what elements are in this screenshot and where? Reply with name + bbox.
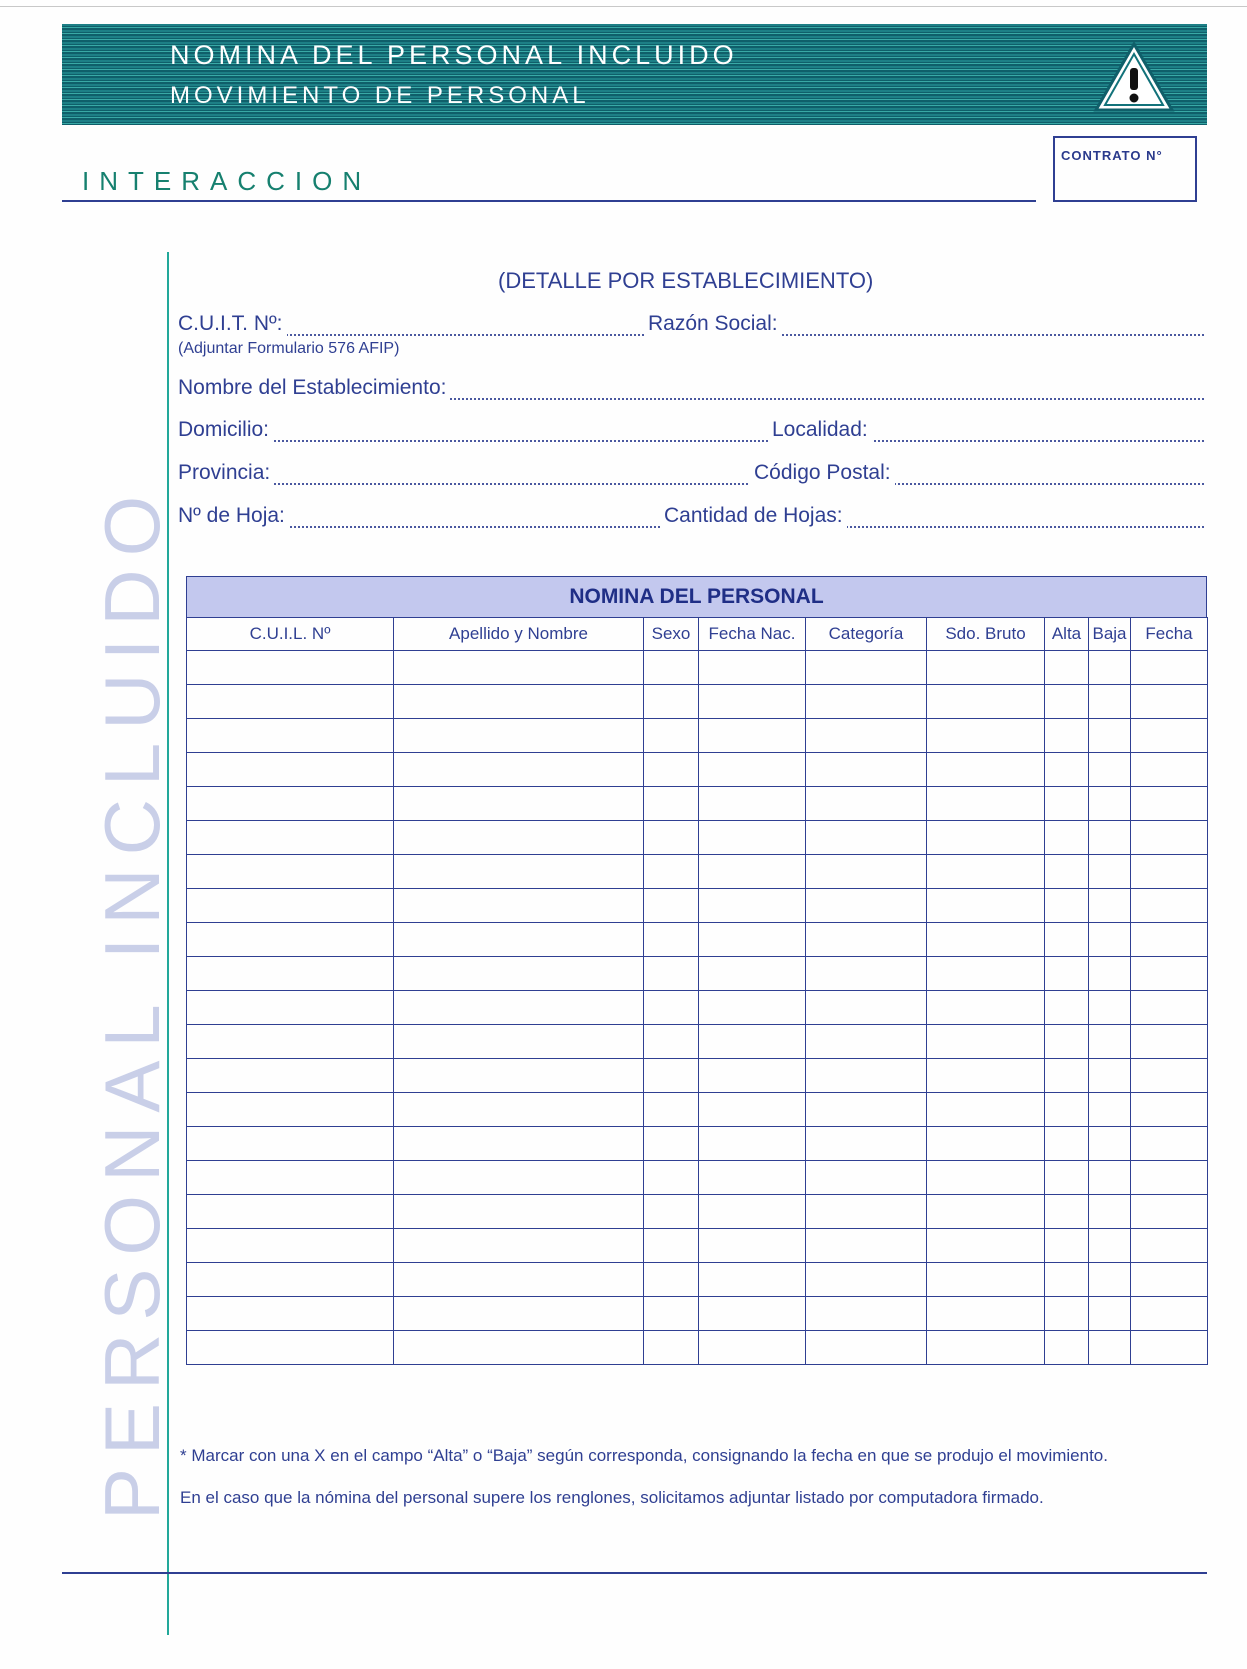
table-cell[interactable] <box>1045 1263 1089 1297</box>
table-cell[interactable] <box>1131 685 1208 719</box>
table-row <box>187 1229 1208 1263</box>
form-title: NOMINA DEL PERSONAL INCLUIDO <box>170 40 738 70</box>
table-cell[interactable] <box>644 1127 699 1161</box>
section-divider <box>62 200 1036 202</box>
table-cell[interactable] <box>806 1263 927 1297</box>
table-cell[interactable] <box>927 1127 1045 1161</box>
table-cell[interactable] <box>1045 889 1089 923</box>
table-cell[interactable] <box>927 1059 1045 1093</box>
table-cell[interactable] <box>1045 1161 1089 1195</box>
table-cell[interactable] <box>1045 651 1089 685</box>
form-subtitle: MOVIMIENTO DE PERSONAL <box>170 82 590 109</box>
table-cell[interactable] <box>187 855 394 889</box>
table-cell[interactable] <box>927 821 1045 855</box>
table-cell[interactable] <box>1089 1059 1131 1093</box>
table-cell[interactable] <box>394 651 644 685</box>
table-cell[interactable] <box>394 821 644 855</box>
table-row <box>187 1161 1208 1195</box>
page-edge <box>0 6 1247 7</box>
table-cell[interactable] <box>1131 889 1208 923</box>
table-cell[interactable] <box>1089 685 1131 719</box>
table-cell[interactable] <box>699 685 806 719</box>
table-cell[interactable] <box>927 685 1045 719</box>
table-cell[interactable] <box>187 719 394 753</box>
table-cell[interactable] <box>644 1059 699 1093</box>
table-cell[interactable] <box>927 1025 1045 1059</box>
table-cell[interactable] <box>806 957 927 991</box>
table-cell[interactable] <box>699 753 806 787</box>
table-row <box>187 957 1208 991</box>
table-cell[interactable] <box>1089 1331 1131 1365</box>
table-cell[interactable] <box>806 889 927 923</box>
table-cell[interactable] <box>187 787 394 821</box>
table-cell[interactable] <box>1089 991 1131 1025</box>
table-cell[interactable] <box>187 957 394 991</box>
table-row <box>187 685 1208 719</box>
table-row <box>187 651 1208 685</box>
warning-icon <box>1092 40 1176 114</box>
table-cell[interactable] <box>1045 753 1089 787</box>
table-cell[interactable] <box>699 855 806 889</box>
table-cell[interactable] <box>394 1025 644 1059</box>
overflow-note: En el caso que la nómina del personal supere los renglones, solicitamos adjuntar listado por computadora firmado. <box>180 1488 1044 1507</box>
table-cell[interactable] <box>927 719 1045 753</box>
table-cell[interactable] <box>1045 685 1089 719</box>
domicilio-label: Domicilio: <box>178 418 273 442</box>
provincia-label: Provincia: <box>178 461 274 485</box>
table-cell[interactable] <box>644 651 699 685</box>
table-cell[interactable] <box>644 991 699 1025</box>
table-cell[interactable] <box>806 1059 927 1093</box>
table-cell[interactable] <box>187 1263 394 1297</box>
table-row <box>187 923 1208 957</box>
table-row <box>187 821 1208 855</box>
table-cell[interactable] <box>1131 1297 1208 1331</box>
table-cell[interactable] <box>644 1229 699 1263</box>
table-cell[interactable] <box>1045 1127 1089 1161</box>
table-cell[interactable] <box>1045 821 1089 855</box>
table-row <box>187 1059 1208 1093</box>
table-cell[interactable] <box>1131 923 1208 957</box>
field-row-cuit <box>178 312 1204 342</box>
section-title: INTERACCION <box>82 166 372 196</box>
table-cell[interactable] <box>927 923 1045 957</box>
localidad-label: Localidad: <box>768 418 872 442</box>
table-cell[interactable] <box>394 685 644 719</box>
col-categoria: Categoría <box>806 618 927 651</box>
table-cell[interactable] <box>806 1025 927 1059</box>
table-cell[interactable] <box>394 923 644 957</box>
table-cell[interactable] <box>394 957 644 991</box>
contract-number-box[interactable] <box>1053 136 1197 202</box>
table-cell[interactable] <box>1131 719 1208 753</box>
table-cell[interactable] <box>187 685 394 719</box>
col-cuil: C.U.I.L. Nº <box>187 618 394 651</box>
table-cell[interactable] <box>1045 1059 1089 1093</box>
codigo-postal-label: Código Postal: <box>750 461 895 485</box>
table-cell[interactable] <box>806 1195 927 1229</box>
table-cell[interactable] <box>927 1195 1045 1229</box>
table-cell[interactable] <box>699 1195 806 1229</box>
table-cell[interactable] <box>806 685 927 719</box>
table-cell[interactable] <box>699 787 806 821</box>
table-cell[interactable] <box>699 1025 806 1059</box>
contract-label: CONTRATO N° <box>1061 148 1163 163</box>
hoja-label: Nº de Hoja: <box>178 504 289 528</box>
table-cell[interactable] <box>806 991 927 1025</box>
table-header-row <box>187 618 1208 651</box>
table-cell[interactable] <box>1045 1331 1089 1365</box>
field-row-domicilio <box>178 418 1204 448</box>
table-cell[interactable] <box>1131 957 1208 991</box>
table-cell[interactable] <box>1089 753 1131 787</box>
table-cell[interactable] <box>1131 855 1208 889</box>
table-cell[interactable] <box>806 1229 927 1263</box>
table-cell[interactable] <box>394 991 644 1025</box>
table-cell[interactable] <box>927 855 1045 889</box>
table-cell[interactable] <box>1131 1263 1208 1297</box>
table-cell[interactable] <box>644 1161 699 1195</box>
table-cell[interactable] <box>187 1195 394 1229</box>
table-cell[interactable] <box>927 957 1045 991</box>
table-cell[interactable] <box>1131 1025 1208 1059</box>
table-cell[interactable] <box>187 1093 394 1127</box>
table-cell[interactable] <box>644 855 699 889</box>
col-baja: Baja <box>1089 618 1131 651</box>
table-cell[interactable] <box>1131 1059 1208 1093</box>
table-cell[interactable] <box>1089 787 1131 821</box>
table-cell[interactable] <box>927 1297 1045 1331</box>
table-cell[interactable] <box>1131 991 1208 1025</box>
col-apellido-nombre: Apellido y Nombre <box>394 618 644 651</box>
table-cell[interactable] <box>1131 1331 1208 1365</box>
table-cell[interactable] <box>806 719 927 753</box>
table-cell[interactable] <box>187 1025 394 1059</box>
table-cell[interactable] <box>1131 753 1208 787</box>
table-cell[interactable] <box>187 1127 394 1161</box>
table-cell[interactable] <box>644 685 699 719</box>
provincia-field-line[interactable] <box>178 483 1204 485</box>
domicilio-field-line[interactable] <box>178 440 1204 442</box>
table-cell[interactable] <box>187 821 394 855</box>
table-cell[interactable] <box>187 1297 394 1331</box>
table-cell[interactable] <box>644 821 699 855</box>
table-cell[interactable] <box>1045 1093 1089 1127</box>
table-cell[interactable] <box>1089 1093 1131 1127</box>
table-cell[interactable] <box>644 1297 699 1331</box>
table-cell[interactable] <box>644 719 699 753</box>
table-cell[interactable] <box>187 1161 394 1195</box>
table-cell[interactable] <box>1045 991 1089 1025</box>
table-row <box>187 991 1208 1025</box>
table-cell[interactable] <box>699 1297 806 1331</box>
table-cell[interactable] <box>1089 1263 1131 1297</box>
bottom-divider <box>62 1572 1207 1574</box>
table-cell[interactable] <box>1131 787 1208 821</box>
table-cell[interactable] <box>644 787 699 821</box>
table-cell[interactable] <box>1131 1229 1208 1263</box>
table-cell[interactable] <box>927 1093 1045 1127</box>
cantidad-hojas-label: Cantidad de Hojas: <box>660 504 847 528</box>
table-row <box>187 787 1208 821</box>
nomina-table <box>186 617 1208 1365</box>
table-cell[interactable] <box>644 1093 699 1127</box>
table-cell[interactable] <box>1089 855 1131 889</box>
table-cell[interactable] <box>1131 1127 1208 1161</box>
table-cell[interactable] <box>394 1093 644 1127</box>
table-cell[interactable] <box>187 753 394 787</box>
table-cell[interactable] <box>1089 1161 1131 1195</box>
table-cell[interactable] <box>699 1263 806 1297</box>
col-fecha-nac: Fecha Nac. <box>699 618 806 651</box>
table-cell[interactable] <box>806 753 927 787</box>
table-cell[interactable] <box>394 855 644 889</box>
table-cell[interactable] <box>927 1331 1045 1365</box>
table-cell[interactable] <box>1045 1229 1089 1263</box>
table-cell[interactable] <box>1089 1229 1131 1263</box>
table-cell[interactable] <box>187 923 394 957</box>
table-cell[interactable] <box>1089 1025 1131 1059</box>
table-cell[interactable] <box>806 855 927 889</box>
table-cell[interactable] <box>1045 957 1089 991</box>
cuit-label: C.U.I.T. Nº: <box>178 312 287 336</box>
table-row <box>187 1263 1208 1297</box>
table-cell[interactable] <box>699 651 806 685</box>
col-fecha: Fecha <box>1131 618 1208 651</box>
table-cell[interactable] <box>1045 1297 1089 1331</box>
table-row <box>187 1297 1208 1331</box>
table-cell[interactable] <box>806 1161 927 1195</box>
table-cell[interactable] <box>644 1331 699 1365</box>
table-cell[interactable] <box>927 787 1045 821</box>
table-cell[interactable] <box>1045 1195 1089 1229</box>
table-cell[interactable] <box>644 1195 699 1229</box>
table-row <box>187 1093 1208 1127</box>
table-cell[interactable] <box>394 889 644 923</box>
table-cell[interactable] <box>927 991 1045 1025</box>
table-cell[interactable] <box>699 1059 806 1093</box>
table-cell[interactable] <box>187 1331 394 1365</box>
field-row-provincia <box>178 461 1204 491</box>
table-cell[interactable] <box>806 1297 927 1331</box>
table-cell[interactable] <box>187 1229 394 1263</box>
table-cell[interactable] <box>1131 1195 1208 1229</box>
table-cell[interactable] <box>699 957 806 991</box>
table-title: NOMINA DEL PERSONAL <box>569 585 824 608</box>
table-cell[interactable] <box>806 821 927 855</box>
table-cell[interactable] <box>1045 787 1089 821</box>
table-row <box>187 889 1208 923</box>
table-cell[interactable] <box>806 1127 927 1161</box>
table-cell[interactable] <box>699 821 806 855</box>
side-watermark-text: PERSONAL INCLUIDO <box>88 482 176 1520</box>
table-cell[interactable] <box>806 1331 927 1365</box>
table-cell[interactable] <box>699 1229 806 1263</box>
table-cell[interactable] <box>394 753 644 787</box>
form-detail-subtitle: (DETALLE POR ESTABLECIMIENTO) <box>498 268 874 293</box>
table-row <box>187 855 1208 889</box>
table-cell[interactable] <box>1089 821 1131 855</box>
table-cell[interactable] <box>394 1263 644 1297</box>
table-cell[interactable] <box>394 719 644 753</box>
table-cell[interactable] <box>699 923 806 957</box>
razon-social-label: Razón Social: <box>644 312 782 336</box>
table-cell[interactable] <box>699 1161 806 1195</box>
table-cell[interactable] <box>1089 1195 1131 1229</box>
table-row <box>187 1127 1208 1161</box>
table-row <box>187 719 1208 753</box>
table-cell[interactable] <box>699 719 806 753</box>
table-row <box>187 753 1208 787</box>
table-cell[interactable] <box>1089 957 1131 991</box>
table-row <box>187 1195 1208 1229</box>
table-cell[interactable] <box>927 1229 1045 1263</box>
table-cell[interactable] <box>187 889 394 923</box>
table-cell[interactable] <box>644 1263 699 1297</box>
table-cell[interactable] <box>927 889 1045 923</box>
table-cell[interactable] <box>1045 1025 1089 1059</box>
table-cell[interactable] <box>644 957 699 991</box>
field-row-establecimiento <box>178 376 1204 406</box>
table-cell[interactable] <box>927 651 1045 685</box>
table-cell[interactable] <box>927 753 1045 787</box>
table-cell[interactable] <box>394 1297 644 1331</box>
table-cell[interactable] <box>699 991 806 1025</box>
table-cell[interactable] <box>187 991 394 1025</box>
table-cell[interactable] <box>806 1093 927 1127</box>
field-row-hoja <box>178 504 1204 534</box>
table-cell[interactable] <box>644 753 699 787</box>
table-cell[interactable] <box>394 787 644 821</box>
table-cell[interactable] <box>187 1059 394 1093</box>
table-cell[interactable] <box>1089 719 1131 753</box>
table-cell[interactable] <box>394 1059 644 1093</box>
table-cell[interactable] <box>394 1161 644 1195</box>
table-cell[interactable] <box>927 1161 1045 1195</box>
table-cell[interactable] <box>394 1229 644 1263</box>
table-cell[interactable] <box>394 1127 644 1161</box>
table-cell[interactable] <box>1089 651 1131 685</box>
table-cell[interactable] <box>1131 821 1208 855</box>
instruction-note: * Marcar con una X en el campo “Alta” o “Baja” según corresponda, consignando la fecha en que se produjo el movimiento. <box>180 1446 1108 1465</box>
table-cell[interactable] <box>1045 855 1089 889</box>
table-body <box>187 651 1208 1365</box>
table-row <box>187 1025 1208 1059</box>
col-sdo-bruto: Sdo. Bruto <box>927 618 1045 651</box>
table-cell[interactable] <box>699 1093 806 1127</box>
table-cell[interactable] <box>1045 719 1089 753</box>
table-cell[interactable] <box>394 1331 644 1365</box>
table-cell[interactable] <box>187 651 394 685</box>
table-cell[interactable] <box>1131 651 1208 685</box>
table-cell[interactable] <box>699 889 806 923</box>
table-cell[interactable] <box>806 787 927 821</box>
table-title-bar <box>186 576 1207 618</box>
table-cell[interactable] <box>644 923 699 957</box>
table-cell[interactable] <box>1045 923 1089 957</box>
table-cell[interactable] <box>1131 1093 1208 1127</box>
table-cell[interactable] <box>1089 1297 1131 1331</box>
table-cell[interactable] <box>699 1127 806 1161</box>
table-cell[interactable] <box>1089 923 1131 957</box>
table-cell[interactable] <box>394 1195 644 1229</box>
table-cell[interactable] <box>806 651 927 685</box>
table-cell[interactable] <box>806 923 927 957</box>
table-cell[interactable] <box>644 889 699 923</box>
col-sexo: Sexo <box>644 618 699 651</box>
col-alta: Alta <box>1045 618 1089 651</box>
table-cell[interactable] <box>1089 1127 1131 1161</box>
table-cell[interactable] <box>927 1263 1045 1297</box>
establecimiento-label: Nombre del Establecimiento: <box>178 376 450 400</box>
afip-note: (Adjuntar Formulario 576 AFIP) <box>178 340 400 357</box>
table-cell[interactable] <box>1089 889 1131 923</box>
table-cell[interactable] <box>699 1331 806 1365</box>
table-cell[interactable] <box>1131 1161 1208 1195</box>
table-cell[interactable] <box>644 1025 699 1059</box>
table-row <box>187 1331 1208 1365</box>
